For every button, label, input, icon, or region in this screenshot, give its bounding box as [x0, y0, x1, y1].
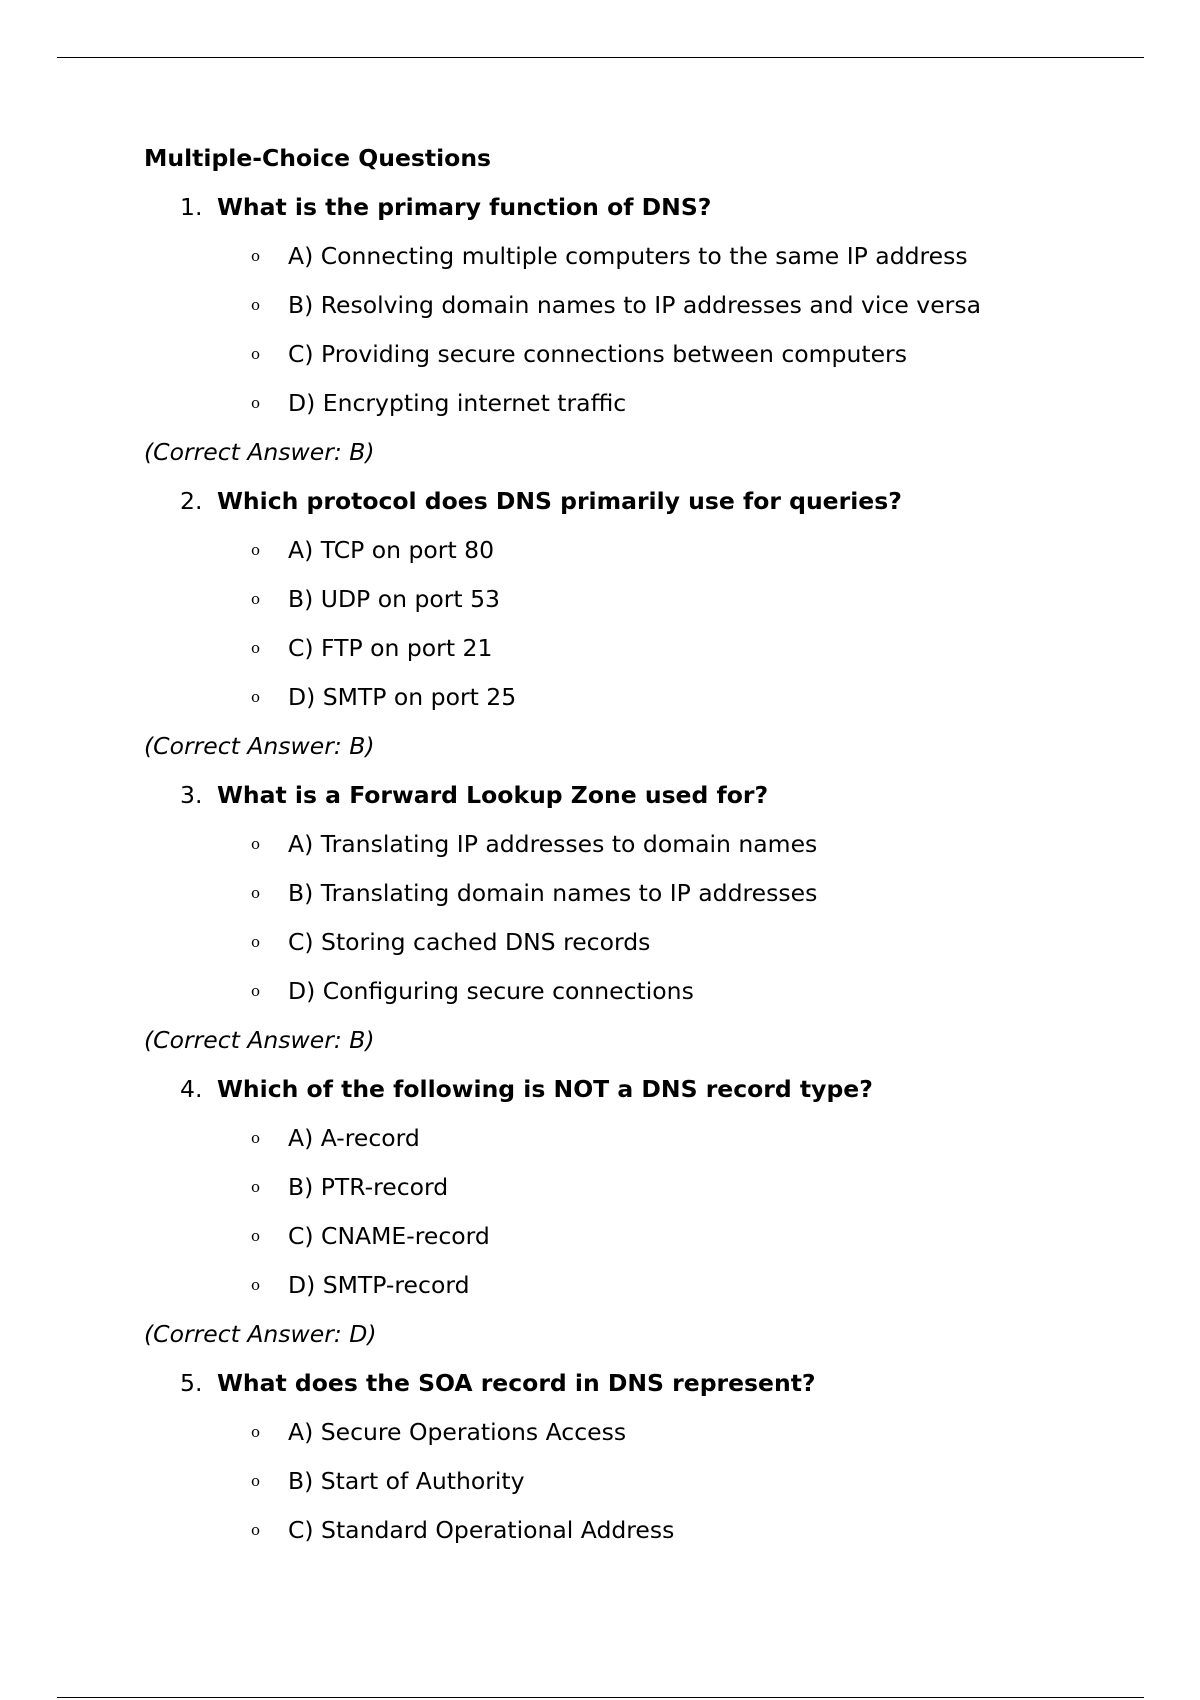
question-number: 4. — [180, 1075, 203, 1103]
option-text: A) Secure Operations Access — [288, 1418, 627, 1446]
option-text: C) Storing cached DNS records — [288, 928, 651, 956]
option-item — [144, 1167, 1144, 1207]
bullet-icon: o — [251, 1129, 261, 1147]
option-item — [144, 922, 1144, 962]
correct-answer: (Correct Answer: B) — [144, 1026, 375, 1054]
option-item — [144, 334, 1144, 374]
bullet-icon: o — [251, 639, 261, 657]
question-number: 2. — [180, 487, 203, 515]
bullet-icon: o — [251, 394, 261, 412]
option-item — [144, 1412, 1144, 1452]
correct-answer: (Correct Answer: B) — [144, 438, 375, 466]
option-text: A) A-record — [288, 1124, 420, 1152]
bullet-icon: o — [251, 884, 261, 902]
option-text: A) TCP on port 80 — [288, 536, 495, 564]
bullet-icon: o — [251, 933, 261, 951]
option-text: D) SMTP-record — [288, 1271, 470, 1299]
bullet-icon: o — [251, 835, 261, 853]
option-text: B) Resolving domain names to IP addresses and vice versa — [288, 291, 981, 319]
option-text: B) UDP on port 53 — [288, 585, 500, 613]
bullet-icon: o — [251, 296, 261, 314]
option-item — [144, 383, 1144, 423]
option-text: D) SMTP on port 25 — [288, 683, 517, 711]
question-1 — [144, 187, 1144, 227]
question-4 — [144, 1069, 1144, 1109]
document-body — [144, 138, 1144, 1559]
bullet-icon: o — [251, 982, 261, 1000]
question-number: 3. — [180, 781, 203, 809]
option-item — [144, 824, 1144, 864]
bullet-icon: o — [251, 1178, 261, 1196]
question-3 — [144, 775, 1144, 815]
correct-answer: (Correct Answer: B) — [144, 732, 375, 760]
option-item — [144, 971, 1144, 1011]
bullet-icon: o — [251, 1227, 261, 1245]
question-number: 1. — [180, 193, 203, 221]
option-item — [144, 1510, 1144, 1550]
question-text: Which of the following is NOT a DNS record type? — [217, 1075, 873, 1103]
question-text: What is a Forward Lookup Zone used for? — [217, 781, 769, 809]
bullet-icon: o — [251, 541, 261, 559]
footer-rule — [57, 1697, 1144, 1698]
option-item — [144, 677, 1144, 717]
option-text: B) Translating domain names to IP addresses — [288, 879, 818, 907]
section-title: Multiple-Choice Questions — [144, 144, 492, 172]
option-text: A) Connecting multiple computers to the same IP address — [288, 242, 968, 270]
option-text: D) Encrypting internet traffic — [288, 389, 627, 417]
option-text: B) Start of Authority — [288, 1467, 525, 1495]
option-item — [144, 579, 1144, 619]
option-item — [144, 1118, 1144, 1158]
option-item — [144, 236, 1144, 276]
option-item — [144, 1216, 1144, 1256]
correct-answer: (Correct Answer: D) — [144, 1320, 377, 1348]
bullet-icon: o — [251, 1472, 261, 1490]
bullet-icon: o — [251, 688, 261, 706]
bullet-icon: o — [251, 590, 261, 608]
question-5 — [144, 1363, 1144, 1403]
option-item — [144, 873, 1144, 913]
bullet-icon: o — [251, 247, 261, 265]
option-text: A) Translating IP addresses to domain names — [288, 830, 818, 858]
option-text: C) CNAME-record — [288, 1222, 490, 1250]
bullet-icon: o — [251, 345, 261, 363]
question-text: What does the SOA record in DNS represent? — [217, 1369, 816, 1397]
option-item — [144, 1265, 1144, 1305]
option-item — [144, 530, 1144, 570]
option-text: B) PTR-record — [288, 1173, 449, 1201]
bullet-icon: o — [251, 1276, 261, 1294]
option-text: C) FTP on port 21 — [288, 634, 493, 662]
option-item — [144, 285, 1144, 325]
option-text: C) Standard Operational Address — [288, 1516, 675, 1544]
question-text: Which protocol does DNS primarily use for queries? — [217, 487, 902, 515]
question-text: What is the primary function of DNS? — [217, 193, 712, 221]
option-text: D) Configuring secure connections — [288, 977, 694, 1005]
option-text: C) Providing secure connections between computers — [288, 340, 907, 368]
question-2 — [144, 481, 1144, 521]
option-item — [144, 1461, 1144, 1501]
header-rule — [57, 57, 1144, 58]
bullet-icon: o — [251, 1521, 261, 1539]
question-number: 5. — [180, 1369, 203, 1397]
option-item — [144, 628, 1144, 668]
bullet-icon: o — [251, 1423, 261, 1441]
